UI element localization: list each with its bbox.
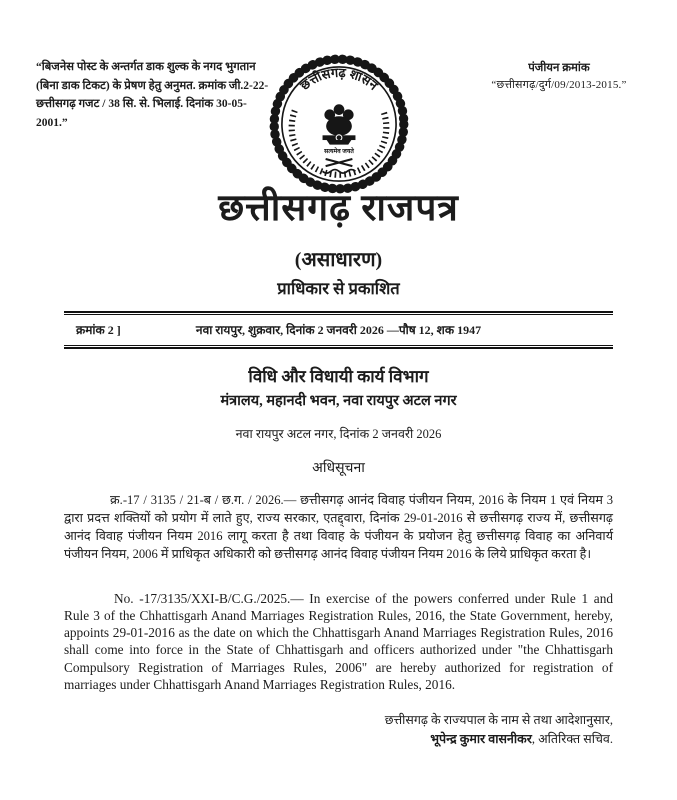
signature-block bbox=[64, 711, 613, 749]
issue-band bbox=[64, 311, 613, 349]
signatory-line bbox=[64, 730, 613, 749]
issue-number: क्रमांक 2 ] bbox=[76, 322, 121, 337]
notification-paragraph-hindi: क्र.-17 / 3135 / 21-ब / छ.ग. / 2026.— छत्तीसगढ़ आनंद विवाह पंजीयन नियम, 2016 के नियम 1 एवं नियम 3 द्वारा प्रदत्त शक्तियों को प्रयोग में लाते हुए, राज्य सरकार, एतद्द्वारा, दिनांक 29-01-2016 से छत्तीसगढ़ राज्य में, छत्तीसगढ़ आनंद विवाह पंजीयन नियम 2016 लागू करता है तथा विवाह के पंजीयन के प्रयोजन हेतु छत्तीसगढ़ विवाह का अनिवार्य पंजीयन नियम, 2006 में प्राधिकृत अधिकारी को छत्तीसगढ़ आनंद विवाह पंजीयन नियम 2016 के लिये प्राधिकृत करता है। bbox=[64, 492, 613, 562]
issue-row bbox=[64, 315, 613, 345]
registration-box bbox=[455, 60, 663, 94]
chhattisgarh-emblem-icon bbox=[267, 52, 411, 196]
bottom-double-rule bbox=[64, 345, 613, 349]
emblem-state-text: छत्तीसगढ़ शासन bbox=[297, 65, 380, 93]
issue-dateline: नवा रायपुर, शुक्रवार, दिनांक 2 जनवरी 2026 —पौष 12, शक 1947 bbox=[195, 322, 482, 337]
published-by-line: प्राधिकार से प्रकाशित bbox=[277, 278, 400, 298]
registration-label: पंजीयन क्रमांक bbox=[528, 62, 590, 74]
state-emblem bbox=[267, 52, 411, 196]
gazette-subtitle: (असाधारण) bbox=[294, 248, 383, 271]
signatory-designation: , अतिरिक्त सचिव. bbox=[531, 731, 613, 746]
notification-paragraph-english: No. -17/3135/XXI-B/C.G./2025.— In exercise of the powers conferred under Rule 1 and Rule 3 of the Chhattisgarh Anand Marriages Registration Rules, 2016, the State Government, hereby, appoints 29-01-2016 as the date on which the Chhattisgarh Anand Marriages Registration Rules, 2016 shall come into force in the State of Chhattisgarh and officers authorized under "the Chhattisgarh Compulsory Registration of Marriages Rules, 2006" are hereby authorized for registration of marriages under Chhattisgarh Anand Marriages Registration Rules, 2016. bbox=[64, 590, 613, 692]
by-order-line: छत्तीसगढ़ के राज्यपाल के नाम से तथा आदेशानुसार, bbox=[384, 713, 613, 728]
department-name: विधि और विधायी कार्य विभाग bbox=[248, 366, 429, 386]
notification-heading: अधिसूचना bbox=[312, 460, 365, 476]
place-date-line: नवा रायपुर अटल नगर, दिनांक 2 जनवरी 2026 bbox=[235, 426, 442, 441]
lion-capital-icon bbox=[322, 104, 355, 144]
emblem-crossed-stems bbox=[325, 159, 352, 166]
emblem-motto: सत्यमेव जयते bbox=[323, 148, 354, 155]
postal-permission-note: “बिजनेस पोस्ट के अन्तर्गत डाक शुल्क के नगद भुगतान (बिना डाक टिकट) के प्रेषण हेतु अनुमत. क्रमांक जी.2-22-छत्तीसगढ़ गजट / 38 सि. से. भिलाई. दिनांक 30-05-2001.” bbox=[36, 61, 269, 129]
signatory-name: भूपेन्द्र कुमार वासनीकर bbox=[430, 731, 532, 746]
gazette-title: छत्तीसगढ़ राजपत्र bbox=[218, 188, 459, 229]
registration-number: “छत्तीसगढ़/दुर्ग/09/2013-2015.” bbox=[491, 79, 627, 92]
department-address: मंत्रालय, महानदी भवन, नवा रायपुर अटल नगर bbox=[220, 392, 457, 409]
